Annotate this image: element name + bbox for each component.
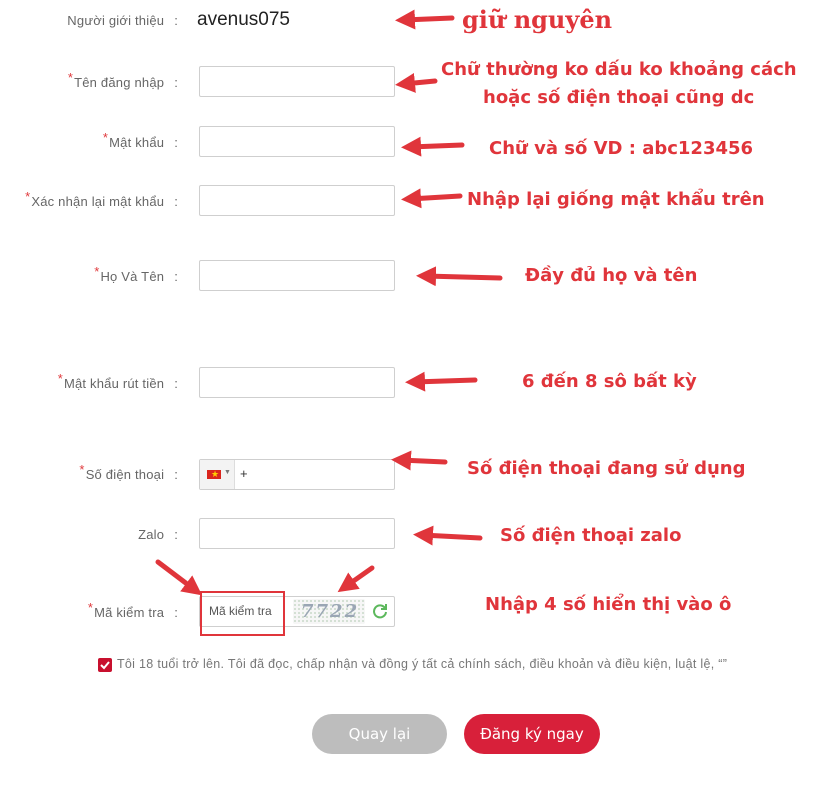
annotation-confirm: Nhập lại giống mật khẩu trên [467, 189, 765, 210]
referrer-value: avenus075 [197, 9, 290, 30]
vietnam-flag-icon: ★ [207, 470, 221, 479]
captcha-image [293, 599, 365, 624]
phone-input[interactable] [199, 459, 395, 490]
annotation-username-1: Chữ thường ko dấu ko khoảng cách [441, 59, 797, 80]
annotation-fullname: Đầy đủ họ và tên [525, 265, 698, 286]
confirm-password-label: *Xác nhận lại mật khẩu : [25, 189, 178, 209]
required-mark: * [67, 70, 74, 85]
refresh-icon[interactable] [371, 602, 389, 620]
chevron-down-icon: ▼ [224, 469, 231, 476]
required-mark: * [79, 462, 85, 477]
confirm-password-input[interactable] [199, 185, 395, 216]
terms-checkbox[interactable] [98, 658, 112, 672]
phone-prefix: + [240, 466, 248, 481]
captcha-label: *Mã kiểm tra : [87, 600, 178, 620]
zalo-input[interactable] [199, 518, 395, 549]
arrow-zalo-icon [422, 535, 480, 538]
username-label: *Tên đăng nhập : [67, 70, 178, 90]
check-icon [98, 658, 112, 672]
register-button[interactable]: Đăng ký ngay [464, 714, 600, 754]
zalo-label: Zalo : [138, 527, 178, 542]
arrow-username-icon [404, 81, 435, 84]
annotation-withdraw: 6 đến 8 sô bất kỳ [522, 371, 697, 392]
fullname-input[interactable] [199, 260, 395, 291]
arrow-confirm-icon [410, 196, 460, 199]
back-button[interactable]: Quay lại [312, 714, 447, 754]
annotation-username-2: hoặc số điện thoại cũng dc [483, 87, 755, 108]
terms-text: Tôi 18 tuổi trở lên. Tôi đã đọc, chấp nhận và đồng ý tất cả chính sách, điều khoản và điều kiện, luật lệ, “” [117, 657, 728, 671]
arrow-captcha-image-icon [345, 568, 372, 587]
referrer-label: Người giới thiệu : [67, 13, 178, 28]
arrow-phone-icon [400, 460, 445, 462]
annotation-phone: Số điện thoại đang sử dụng [467, 458, 746, 479]
captcha-placeholder: Mã kiểm tra [209, 604, 272, 618]
phone-label: *Số điện thoại : [79, 462, 178, 482]
password-label: *Mật khẩu : [102, 130, 178, 150]
password-input[interactable] [199, 126, 395, 157]
required-mark: * [87, 600, 94, 615]
required-mark: * [102, 130, 109, 145]
required-mark: * [94, 264, 100, 279]
captcha-code: 7722 [301, 601, 360, 622]
arrow-password-icon [410, 145, 462, 147]
arrow-fullname-icon [425, 276, 500, 278]
fullname-label: *Họ Và Tên : [94, 264, 178, 284]
arrow-referrer-icon [404, 18, 452, 20]
annotation-zalo: Số điện thoại zalo [500, 525, 682, 546]
required-mark: * [25, 189, 31, 204]
username-input[interactable] [199, 66, 395, 97]
withdraw-password-label: *Mật khẩu rút tiền : [57, 371, 178, 391]
withdraw-password-input[interactable] [199, 367, 395, 398]
arrow-withdraw-icon [414, 380, 475, 382]
arrow-captcha-input-icon [158, 562, 195, 590]
annotation-password: Chữ và số VD : abc123456 [489, 138, 754, 159]
annotation-referrer: giữ nguyên [462, 5, 613, 34]
required-mark: * [57, 371, 63, 386]
country-select[interactable] [200, 460, 235, 489]
annotation-captcha: Nhập 4 số hiển thị vào ô [485, 594, 732, 615]
captcha-highlight-box [200, 591, 285, 636]
